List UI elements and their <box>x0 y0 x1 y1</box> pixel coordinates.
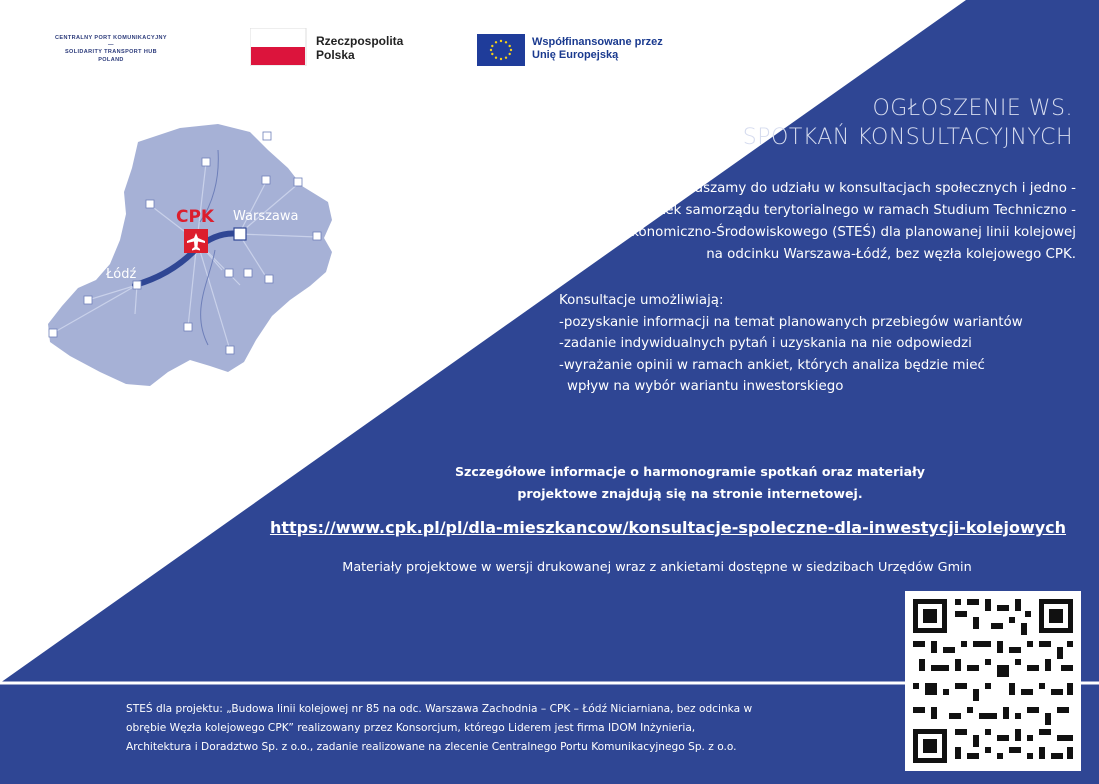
consultation-item: wpływ na wybór wariantu inwestorskiego <box>567 379 844 394</box>
consultation-item: -zadanie indywidualnych pytań i uzyskania na nie odpowiedzi <box>559 336 972 351</box>
warszawa-marker <box>234 228 246 240</box>
intro-paragraph <box>556 178 1076 266</box>
cpk-logo-line1: CENTRALNY PORT KOMUNIKACYJNY <box>55 35 167 41</box>
rzeczpospolita-polska-logo <box>316 34 403 62</box>
consultation-item: -wyrażanie opinii w ramach ankiet, których analiza będzie mieć <box>559 357 985 373</box>
footer-line: STEŚ dla projektu: „Budowa linii kolejowej nr 85 na odc. Warszawa Zachodnia – CPK – Łódź Niciarniana, bez odcinka w <box>126 703 753 715</box>
consultation-item: -pozyskanie informacji na temat planowanych przebiegów wariantów <box>559 314 1023 330</box>
details-line2: projektowe znajdują się na stronie internetowej. <box>517 486 863 501</box>
title-line1: OGŁOSZENIE WS. <box>872 96 1073 121</box>
details-text <box>380 461 1000 505</box>
rp-logo-line2: Polska <box>316 48 355 62</box>
consultation-heading: Konsultacje umożliwiają: <box>559 293 724 308</box>
intro-line: stek samorządu terytorialnego w ramach Studium Techniczno - <box>653 203 1076 218</box>
eu-flag-icon <box>477 34 525 66</box>
footer-line: obrębie Węzła kolejowego CPK” realizowany przez Konsorcjum, którego Liderem jest firma IDOM Inżynieria, <box>126 722 696 734</box>
consultation-link[interactable]: https://www.cpk.pl/pl/dla-mieszkancow/konsultacje-spoleczne-dla-inwestycji-kolejowych <box>269 518 1067 537</box>
rp-logo-line1: Rzeczpospolita <box>316 34 404 48</box>
cpk-logo <box>40 34 182 64</box>
cpk-logo-line3: POLAND <box>98 57 124 63</box>
footer-text <box>126 700 866 757</box>
intro-line: Ekonomiczno-Środowiskowego (STEŚ) dla planowanej linii kolejowej <box>622 225 1076 240</box>
map-label-cpk: CPK <box>176 207 215 227</box>
cpk-logo-dash: — <box>108 42 114 48</box>
details-line1: Szczegółowe informacje o harmonogramie spotkań oraz materiały <box>454 464 925 479</box>
footer-line: Architektura i Doradztwo Sp. z o.o., zadanie realizowane na zlecenie Centralnego Portu Komunikacyjnego Sp. z o.o. <box>126 741 737 753</box>
materials-note: Materiały projektowe w wersji drukowanej wraz z ankietami dostępne w siedzibach Urzędów Gmin <box>342 560 972 575</box>
polish-flag-icon <box>250 28 310 66</box>
cpk-logo-line2: SOLIDARITY TRANSPORT HUB <box>64 49 157 55</box>
eu-logo-line2: Unię Europejską <box>532 49 619 61</box>
qr-code <box>905 591 1081 771</box>
qr-code-icon <box>905 591 1081 771</box>
intro-line: Zapraszamy do udziału w konsultacjach społecznych i jedno - <box>663 181 1076 196</box>
map-label-warszawa: Warszawa <box>233 209 299 224</box>
intro-line: na odcinku Warszawa-Łódź, bez węzła kolejowego CPK. <box>706 247 1076 262</box>
eu-cofinancing-logo <box>532 36 663 62</box>
announcement-title <box>653 94 1073 152</box>
consultation-list <box>559 290 1089 398</box>
title-line2: SPOTKAŃ KONSULTACYJNYCH <box>742 125 1073 150</box>
region-map <box>40 110 370 395</box>
eu-logo-line1: Współfinansowane przez <box>532 36 663 48</box>
map-label-lodz: Łódź <box>106 267 137 282</box>
airplane-icon <box>184 229 208 253</box>
